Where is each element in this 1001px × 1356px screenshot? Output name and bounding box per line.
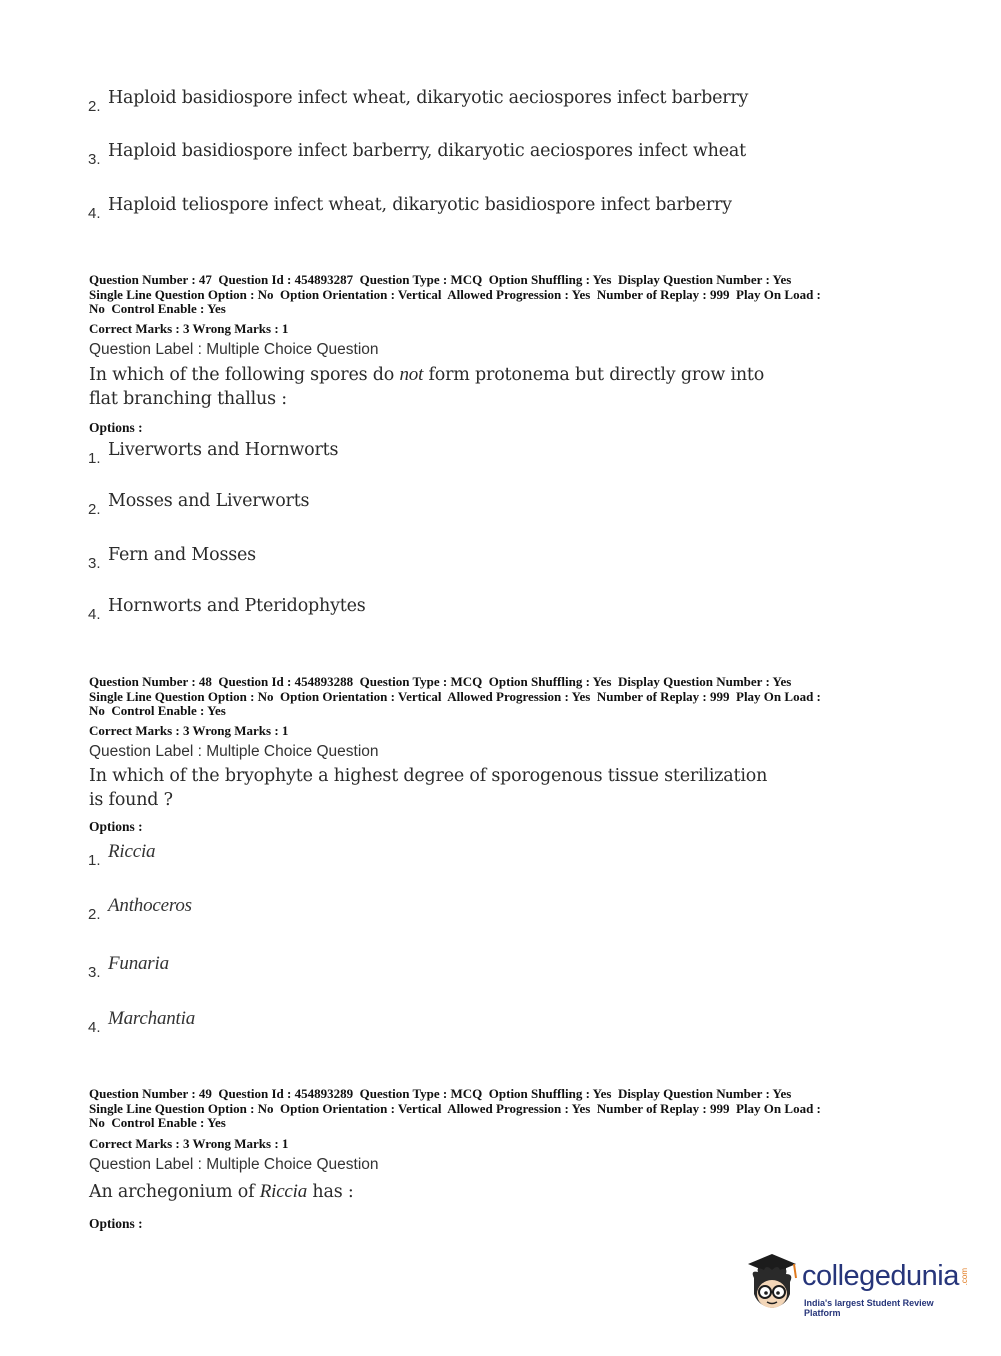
logo-com: .com — [960, 1268, 969, 1286]
q46-option-2: 2. Haploid basidiospore infect wheat, dikaryotic aeciospores infect barberry — [88, 88, 749, 115]
q46-option-3: 3. Haploid basidiospore infect barberry, dikaryotic aeciospores infect wheat — [88, 141, 746, 168]
logo-tagline: India's largest Student Review Platform — [804, 1298, 934, 1318]
q47-meta-line: Single Line Question Option : No Option Orientation : Vertical Allowed Progression : Yes Number of Replay : 999 Play On Load : — [89, 286, 821, 302]
q49-meta-line: Single Line Question Option : No Option Orientation : Vertical Allowed Progression : Yes Number of Replay : 999 Play On Load : — [89, 1100, 821, 1116]
q47-meta-line: No Control Enable : Yes — [89, 301, 226, 316]
q47-option-2: 2. Mosses and Liverworts — [88, 491, 310, 518]
q47-marks: Correct Marks : 3 Wrong Marks : 1 — [89, 321, 289, 336]
q49-meta-line: Question Number : 49 Question Id : 454893289 Question Type : MCQ Option Shuffling : Yes Display Question Number : Yes — [89, 1086, 792, 1101]
q46-option-4: 4. Haploid teliospore infect wheat, dikaryotic basidiospore infect barberry — [88, 195, 732, 222]
q49-marks: Correct Marks : 3 Wrong Marks : 1 — [89, 1136, 289, 1151]
q49-options-heading: Options : — [89, 1216, 143, 1231]
collegedunia-logo — [742, 1250, 972, 1320]
q48-question-text: In which of the bryophyte a highest degree of sporogenous tissue sterilization is found ? — [89, 766, 768, 810]
q48-meta-line: No Control Enable : Yes — [89, 703, 226, 718]
q49-meta-line: No Control Enable : Yes — [89, 1115, 226, 1130]
q47-meta-line: Question Number : 47 Question Id : 454893287 Question Type : MCQ Option Shuffling : Yes Display Question Number : Yes — [89, 272, 792, 287]
q48-label: Question Label : Multiple Choice Question — [89, 743, 379, 760]
q47-option-4: 4. Hornworts and Pteridophytes — [88, 596, 366, 623]
q48-option-2: 2. Anthoceros — [88, 895, 192, 923]
q48-option-3: 3. Funaria — [88, 953, 169, 981]
mascot-icon — [742, 1250, 802, 1320]
q47-options-heading: Options : — [89, 420, 143, 435]
q47-option-1: 1. Liverworts and Hornworts — [88, 440, 339, 467]
q48-meta — [89, 675, 821, 719]
logo-wordmark: collegedunia — [802, 1260, 959, 1292]
q47-option-3: 3. Fern and Mosses — [88, 545, 256, 572]
q47-question-text: In which of the following spores do not form protonema but directly grow into flat branching thallus : — [89, 364, 765, 409]
q49-meta — [89, 1087, 821, 1131]
q48-options-heading: Options : — [89, 819, 143, 834]
q49-question-text: An archegonium of Riccia has : — [89, 1181, 354, 1202]
q49-label: Question Label : Multiple Choice Question — [89, 1156, 379, 1173]
q48-option-1: 1. Riccia — [88, 841, 156, 869]
q48-option-4: 4. Marchantia — [88, 1008, 196, 1036]
q47-label: Question Label : Multiple Choice Question — [89, 341, 379, 358]
q48-meta-line: Single Line Question Option : No Option Orientation : Vertical Allowed Progression : Yes Number of Replay : 999 Play On Load : — [89, 688, 821, 704]
q48-meta-line: Question Number : 48 Question Id : 454893288 Question Type : MCQ Option Shuffling : Yes Display Question Number : Yes — [89, 674, 792, 689]
q47-meta — [89, 273, 821, 317]
q48-marks: Correct Marks : 3 Wrong Marks : 1 — [89, 723, 289, 738]
